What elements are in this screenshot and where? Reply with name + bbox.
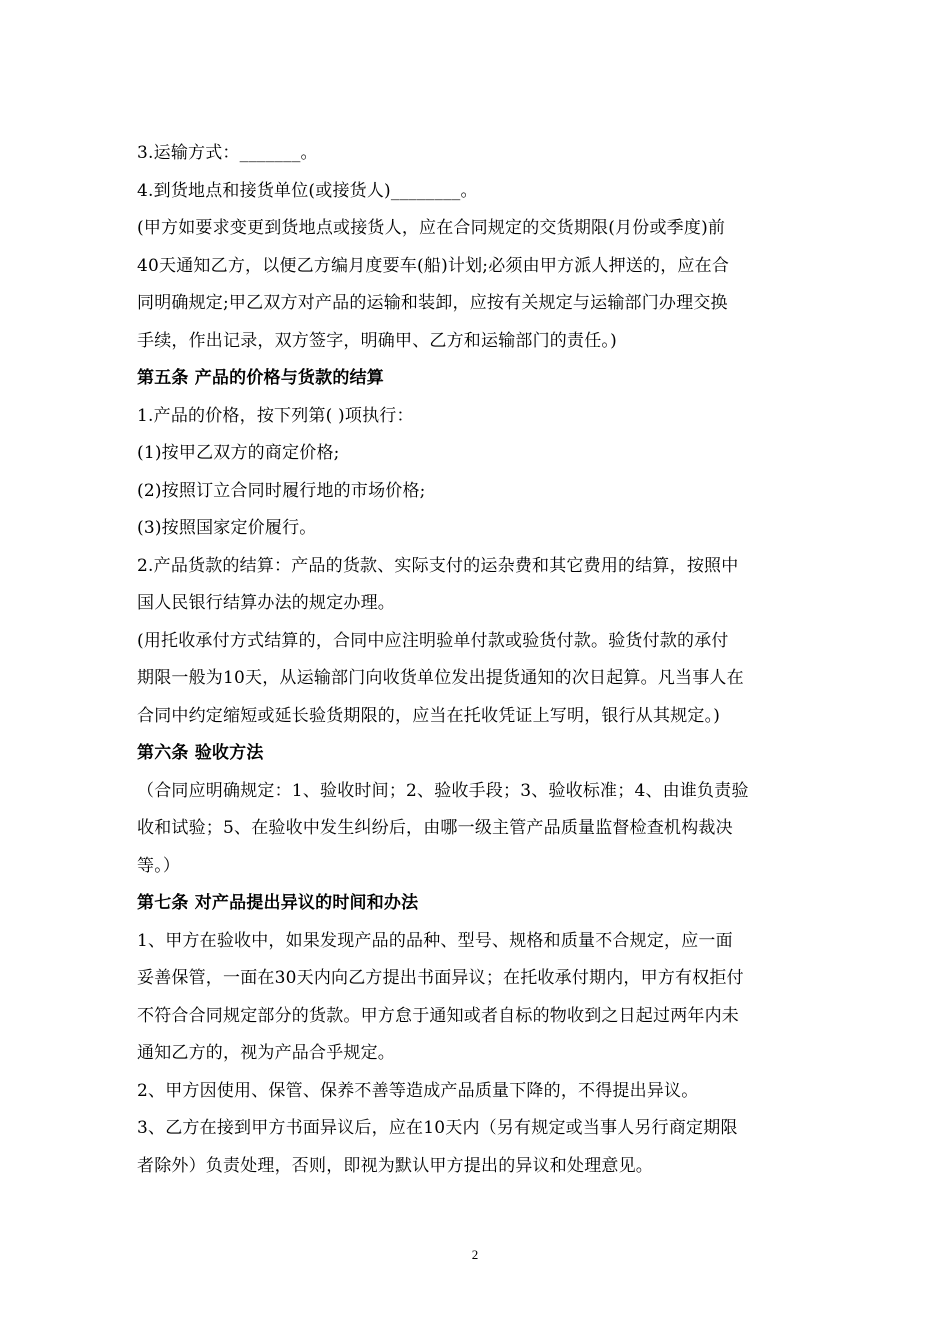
section-heading: 第六条 验收方法 [137, 743, 264, 763]
text-line: 妥善保管，一面在30天内向乙方提出书面异议；在托收承付期内，甲方有权拒付 [137, 968, 744, 988]
text-line: 收和试验；5、在验收中发生纠纷后，由哪一级主管产品质量监督检查机构裁决 [137, 818, 733, 838]
text-line: (3)按照国家定价履行。 [137, 518, 317, 538]
text-line: 不符合合同规定部分的货款。甲方怠于通知或者自标的物收到之日起过两年内未 [137, 1005, 739, 1026]
text-line: 国人民银行结算办法的规定办理。 [137, 593, 395, 613]
text-line: 期限一般为10天，从运输部门向收货单位发出提货通知的次日起算。凡当事人在 [137, 668, 744, 688]
text-line: (2)按照订立合同时履行地的市场价格; [137, 480, 426, 501]
text-line: 合同中约定缩短或延长验货期限的，应当在托收凭证上写明，银行从其规定。) [137, 705, 721, 726]
text-line: 1.产品的价格，按下列第( )项执行： [137, 405, 414, 426]
document-body [137, 135, 817, 1185]
text-line: 手续，作出记录，双方签字，明确甲、乙方和运输部门的责任。) [137, 330, 617, 351]
text-line: 通知乙方的，视为产品合乎规定。 [137, 1043, 395, 1063]
text-line: 2.产品货款的结算：产品的货款、实际支付的运杂费和其它费用的结算，按照中 [137, 555, 739, 576]
text-line: （合同应明确规定：1、验收时间；2、验收手段；3、验收标准；4、由谁负责验 [137, 780, 749, 801]
text-line: (甲方如要求变更到货地点或接货人，应在合同规定的交货期限(月份或季度)前 [137, 218, 726, 238]
text-line: (用托收承付方式结算的，合同中应注明验单付款或验货付款。验货付款的承付 [137, 630, 729, 651]
text-line: 1、甲方在验收中，如果发现产品的品种、型号、规格和质量不合规定，应一面 [137, 930, 733, 951]
text-line: 2、甲方因使用、保管、保养不善等造成产品质量下降的，不得提出异议。 [137, 1080, 699, 1101]
section-heading: 第五条 产品的价格与货款的结算 [137, 368, 384, 388]
text-line: 4.到货地点和接货单位(或接货人)________。 [137, 180, 478, 201]
text-line: 者除外）负责处理，否则，即视为默认甲方提出的异议和处理意见。 [137, 1155, 653, 1176]
text-line: 同明确规定;甲乙双方对产品的运输和装卸，应按有关规定与运输部门办理交换 [137, 293, 728, 313]
text-line: 3.运输方式：_______。 [137, 143, 318, 163]
text-line: (1)按甲乙双方的商定价格; [137, 443, 340, 463]
page-number: 2 [471, 1247, 479, 1262]
text-line: 3、乙方在接到甲方书面异议后，应在10天内（另有规定或当事人另行商定期限 [137, 1118, 738, 1138]
text-line: 等。） [137, 855, 181, 876]
section-heading: 第七条 对产品提出异议的时间和办法 [137, 893, 419, 913]
text-line: 40天通知乙方，以便乙方编月度要车(船)计划;必须由甲方派人押送的，应在合 [137, 255, 730, 276]
